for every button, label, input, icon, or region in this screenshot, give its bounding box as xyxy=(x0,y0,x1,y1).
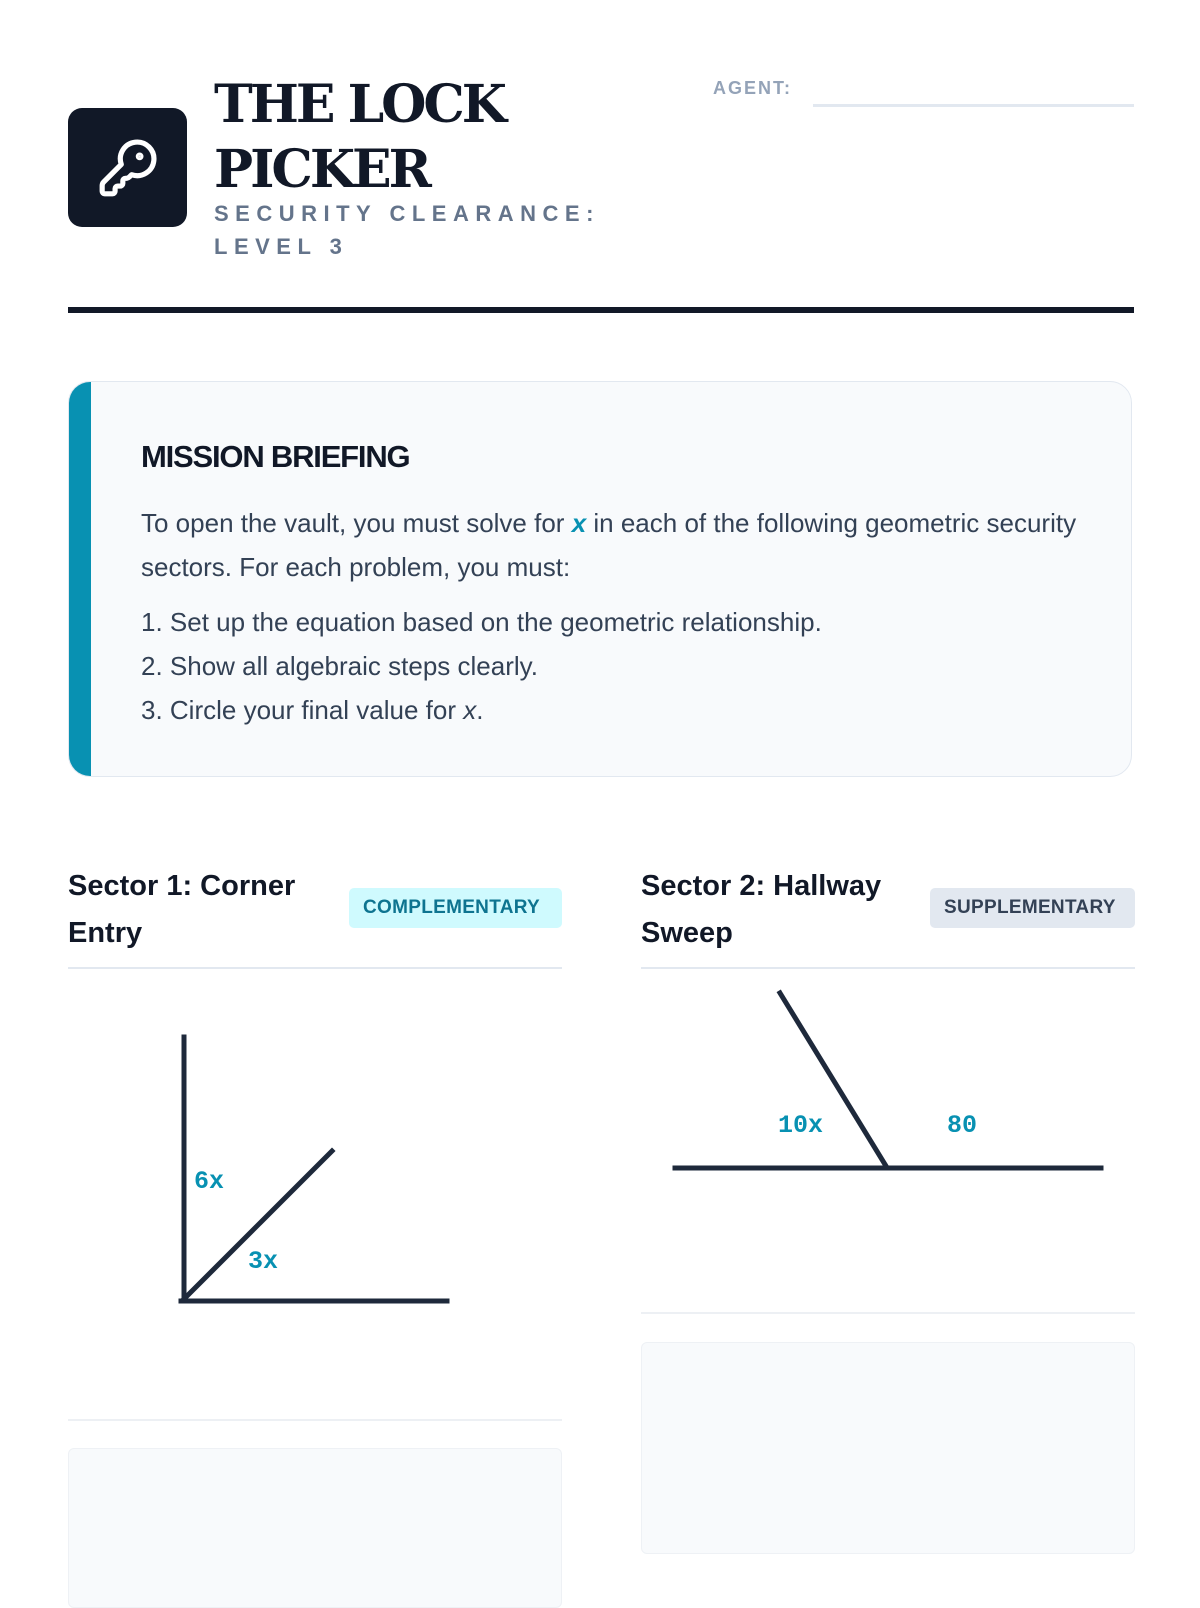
sector-1-work-area[interactable] xyxy=(68,1448,562,1608)
variable-x: x xyxy=(571,508,587,538)
sector-2-diagram xyxy=(641,969,1135,1309)
step-3-period: . xyxy=(476,695,484,725)
page-title: THE LOCK PICKER xyxy=(214,74,505,200)
angle-label-3x: 3x xyxy=(248,1247,279,1276)
logo xyxy=(68,108,187,227)
briefing-intro xyxy=(141,501,1081,589)
slanted-ray xyxy=(780,993,886,1166)
angle-label-6x: 6x xyxy=(194,1167,225,1196)
step-item: 2. Show all algebraic steps clearly. xyxy=(141,651,538,681)
clearance-subtitle: SECURITY CLEARANCE: LEVEL 3 xyxy=(214,201,600,259)
key-icon xyxy=(97,137,159,199)
briefing-accent-bar xyxy=(69,382,91,776)
page-header xyxy=(68,70,1134,270)
mission-briefing-card xyxy=(68,381,1132,777)
step-3-text: 3. Circle your final value for xyxy=(141,695,457,725)
agent-name-field[interactable] xyxy=(813,104,1134,107)
step-3-variable: x xyxy=(463,695,477,725)
briefing-intro-after: in each of the following geometric security sectors. For each problem, you must: xyxy=(141,508,1077,582)
sector-1-diagram-divider xyxy=(68,1419,562,1421)
step-item: 1. Set up the equation based on the geometric relationship. xyxy=(141,607,822,637)
agent-label: AGENT: xyxy=(713,78,792,98)
header-divider xyxy=(68,307,1134,313)
sector-2-title: Sector 2: Hallway Sweep xyxy=(641,870,882,949)
step-item xyxy=(141,688,1081,732)
sector-2-work-area[interactable] xyxy=(641,1342,1135,1554)
angle-label-10x: 10x xyxy=(778,1111,824,1140)
sector-1-diagram xyxy=(68,969,562,1319)
briefing-intro-before: To open the vault, you must solve for xyxy=(141,508,565,538)
title-block xyxy=(214,72,654,263)
worksheet-page xyxy=(68,0,1134,1600)
angle-label-80: 80 xyxy=(947,1111,978,1140)
sector-1-title: Sector 1: Corner Entry xyxy=(68,870,296,949)
sector-2-diagram-divider xyxy=(641,1312,1135,1314)
sector-2-badge: SUPPLEMENTARY xyxy=(930,888,1135,928)
sector-1-badge: COMPLEMENTARY xyxy=(349,888,562,928)
briefing-steps xyxy=(141,600,1081,732)
briefing-title: MISSION BRIEFING xyxy=(141,439,410,474)
